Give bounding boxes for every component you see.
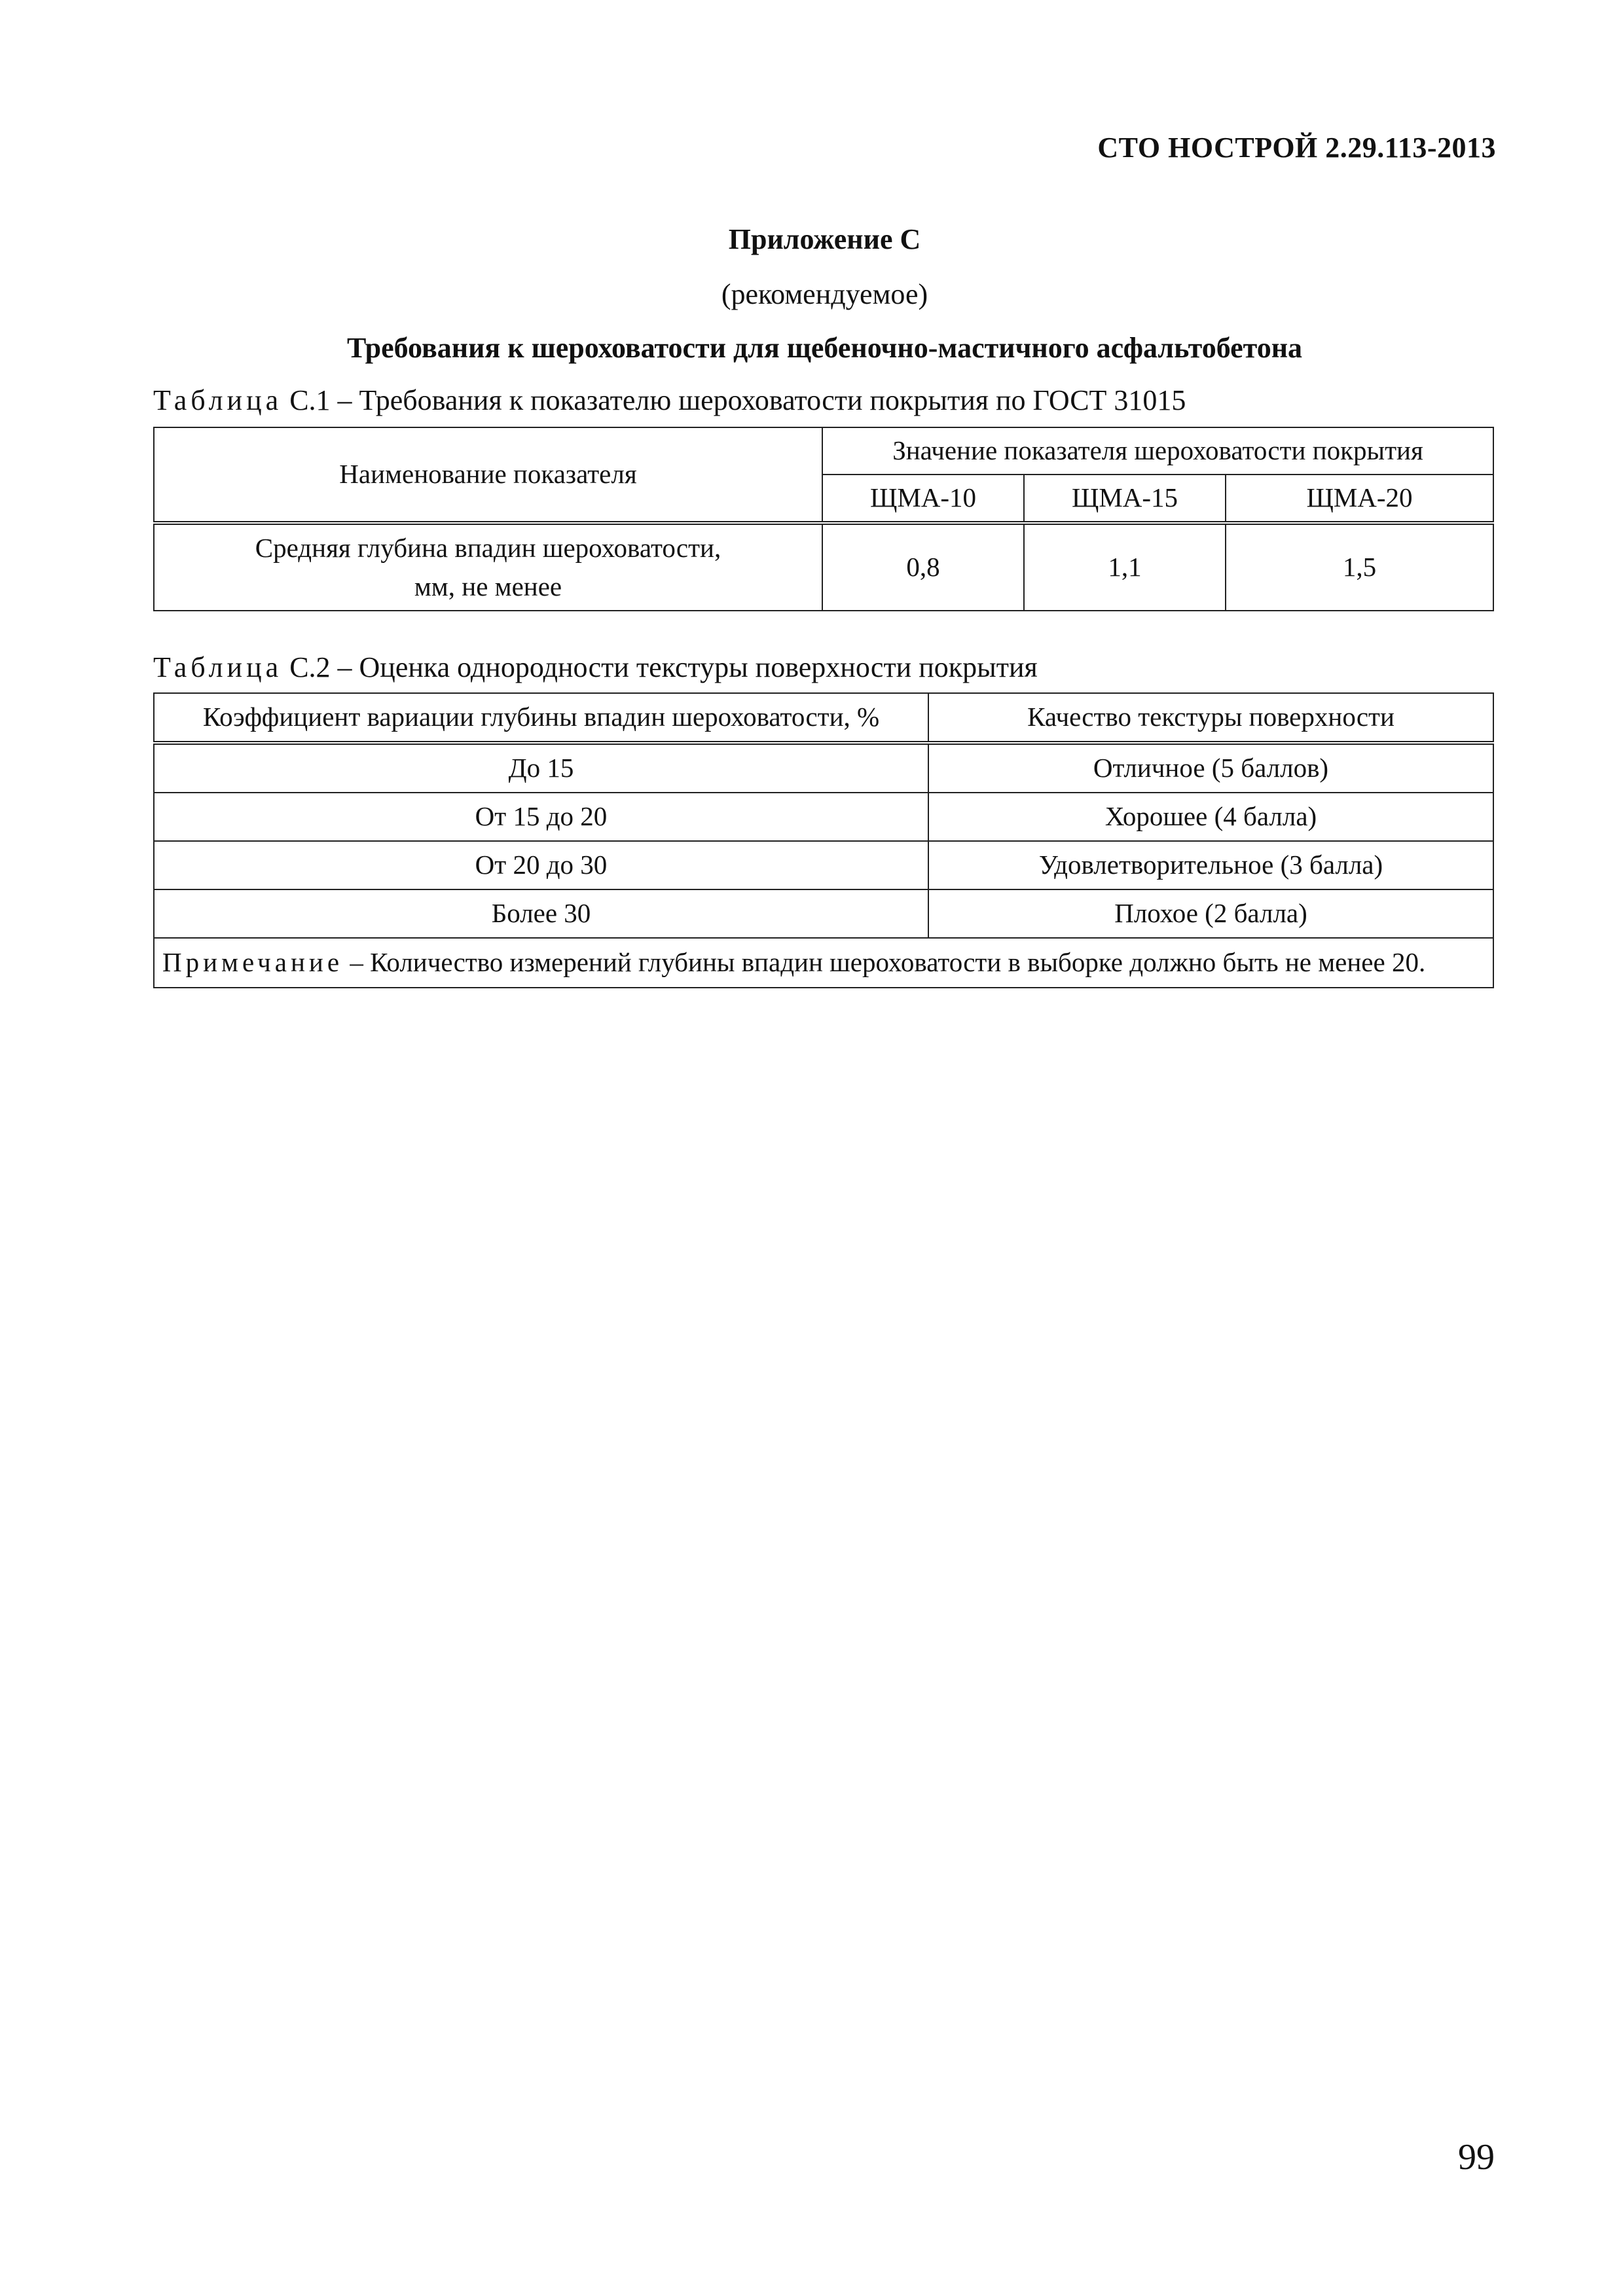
table1-header-group: Значение показателя шероховатости покрытия [822, 427, 1493, 475]
table1-header-shma15: ЩМА-15 [1024, 475, 1226, 523]
table2-cell-range: От 15 до 20 [154, 793, 928, 841]
table2-cell-quality: Хорошее (4 балла) [928, 793, 1493, 841]
table-row [154, 793, 1493, 841]
table1-header-shma20: ЩМА-20 [1226, 475, 1493, 523]
table-row [154, 523, 1493, 611]
table2-header-quality: Качество текстуры поверхности [928, 693, 1493, 743]
table2-note-row [154, 938, 1493, 988]
texture-uniformity-table [153, 692, 1494, 988]
table1-header-shma10: ЩМА-10 [822, 475, 1024, 523]
table1-value-shma15: 1,1 [1024, 523, 1226, 611]
appendix-status: (рекомендуемое) [721, 278, 928, 310]
table2-cell-quality: Отличное (5 баллов) [928, 743, 1493, 793]
table1-header-name: Наименование показателя [154, 427, 822, 523]
document-code: СТО НОСТРОЙ 2.29.113-2013 [1097, 132, 1496, 164]
table2-caption-label: Таблица [153, 651, 283, 683]
table2-note-text: – Количество измерений глубины впадин шероховатости в выборке должно быть не менее 20. [343, 947, 1426, 977]
table2-caption [153, 651, 1038, 684]
table2-caption-text: С.2 – Оценка однородности текстуры поверхности покрытия [282, 651, 1038, 683]
table1-caption-text: С.1 – Требования к показателю шероховатости покрытия по ГОСТ 31015 [282, 384, 1186, 416]
table2-note [154, 938, 1493, 988]
appendix-title: Приложение С [728, 223, 921, 255]
table2-cell-quality: Удовлетворительное (3 балла) [928, 841, 1493, 889]
table-row [154, 889, 1493, 938]
table2-cell-range: Более 30 [154, 889, 928, 938]
table1-value-shma20: 1,5 [1226, 523, 1493, 611]
table1-value-shma10: 0,8 [822, 523, 1024, 611]
table1-row-name [154, 523, 822, 611]
table-row [154, 743, 1493, 793]
table1-row-name-line1: Средняя глубина впадин шероховатости, [255, 532, 721, 563]
table2-header-coefficient: Коэффициент вариации глубины впадин шероховатости, % [154, 693, 928, 743]
appendix-heading: Требования к шероховатости для щебеночно-мастичного асфальтобетона [346, 332, 1303, 364]
table1-row-name-line2: мм, не менее [414, 571, 562, 601]
page-number: 99 [1458, 2137, 1495, 2178]
table-row [154, 841, 1493, 889]
table2-cell-quality: Плохое (2 балла) [928, 889, 1493, 938]
table1-caption-label: Таблица [153, 384, 283, 416]
table2-cell-range: До 15 [154, 743, 928, 793]
roughness-requirements-table [153, 427, 1494, 611]
table2-cell-range: От 20 до 30 [154, 841, 928, 889]
table1-caption [153, 384, 1186, 417]
table2-note-label: Примечание [162, 947, 344, 977]
